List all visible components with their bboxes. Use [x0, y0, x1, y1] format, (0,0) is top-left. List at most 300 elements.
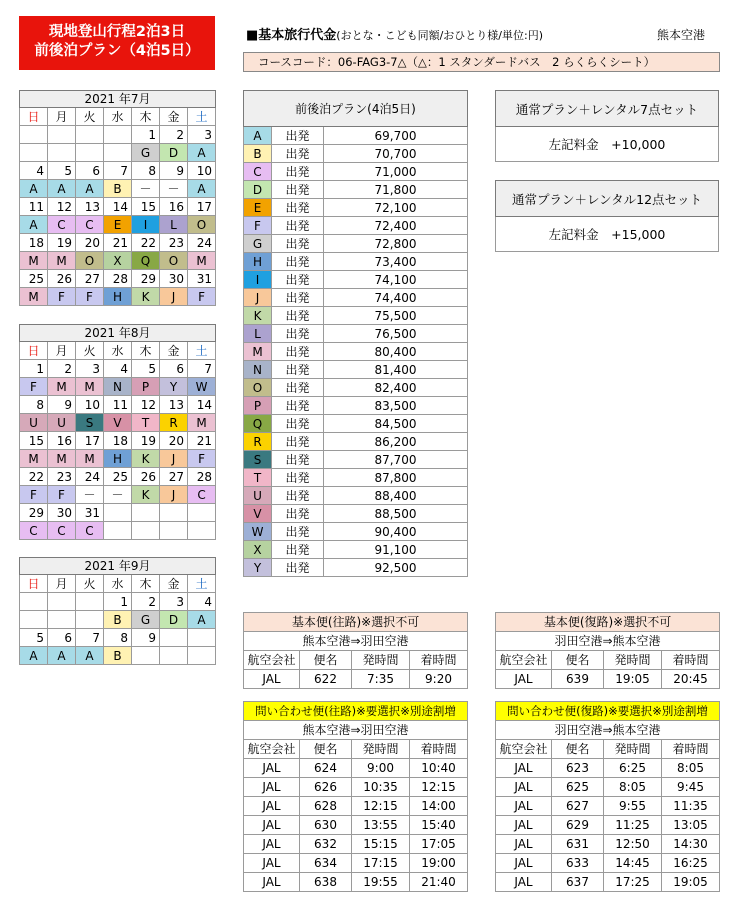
calendar-day-code: Y: [160, 378, 188, 396]
flight-column-header: 航空会社: [244, 740, 300, 759]
price-value: 74,100: [324, 271, 468, 289]
calendar-day-code: A: [188, 611, 216, 629]
price-code: B: [244, 145, 272, 163]
flight-column-header: 便名: [300, 651, 352, 670]
calendar-day-number: 26: [48, 270, 76, 288]
calendar-day-code: [132, 522, 160, 540]
price-row: [244, 199, 468, 217]
rental-box-title: 通常プラン＋レンタル12点セット: [496, 181, 719, 217]
flight-cell: 632: [300, 835, 352, 854]
calendar-day-number: 17: [188, 198, 216, 216]
plan-title-line2: 前後泊プラン（4泊5日）: [34, 43, 200, 59]
flight-cell: 630: [300, 816, 352, 835]
flight-cell: 12:15: [410, 778, 468, 797]
price-value: 91,100: [324, 541, 468, 559]
flight-column-header: 発時間: [604, 740, 662, 759]
flight-cell: JAL: [244, 816, 300, 835]
departure-label: 出発: [272, 559, 324, 577]
calendar-day-code: P: [132, 378, 160, 396]
course-code-bar: コースコード：06-FAG3-7△（△：1 スタンダードバス 2 らくらくシート）: [243, 52, 720, 72]
calendar-day-number: [160, 629, 188, 647]
price-value: 90,400: [324, 523, 468, 541]
calendar-day-number: 11: [20, 198, 48, 216]
flight-table-inquiry-return: [495, 701, 720, 892]
weekday-header: 日: [20, 108, 48, 126]
calendar-day-code: D: [160, 144, 188, 162]
flight-cell: 9:20: [410, 670, 468, 689]
departure-label: 出発: [272, 379, 324, 397]
calendar-september: [19, 557, 216, 665]
flight-route: 羽田空港⇒熊本空港: [496, 632, 720, 651]
price-row: [244, 217, 468, 235]
calendar-day-code: F: [188, 288, 216, 306]
flight-row: [244, 873, 468, 892]
departure-label: 出発: [272, 181, 324, 199]
calendar-day-number: 24: [76, 468, 104, 486]
price-row: [244, 343, 468, 361]
calendar-day-number: 29: [132, 270, 160, 288]
flight-cell: 6:25: [604, 759, 662, 778]
price-code: H: [244, 253, 272, 271]
flight-row: [496, 797, 720, 816]
weekday-header: 月: [48, 108, 76, 126]
calendar-day-number: 19: [48, 234, 76, 252]
flight-route: 熊本空港⇒羽田空港: [244, 721, 468, 740]
price-row: [244, 397, 468, 415]
calendar-day-code: A: [48, 180, 76, 198]
calendar-day-number: 5: [48, 162, 76, 180]
calendar-day-code: F: [188, 450, 216, 468]
calendar-day-number: 20: [76, 234, 104, 252]
flight-column-header: 着時間: [662, 651, 720, 670]
calendar-day-number: 10: [188, 162, 216, 180]
calendar-day-code: [76, 144, 104, 162]
weekday-header: 水: [104, 575, 132, 593]
flight-cell: JAL: [496, 759, 552, 778]
departure-label: 出発: [272, 199, 324, 217]
calendar-day-code: C: [20, 522, 48, 540]
flight-cell: JAL: [244, 759, 300, 778]
departure-label: 出発: [272, 325, 324, 343]
calendar-day-code: M: [188, 252, 216, 270]
flight-row: [244, 778, 468, 797]
flight-column-header: 便名: [552, 651, 604, 670]
price-code: J: [244, 289, 272, 307]
price-code: F: [244, 217, 272, 235]
flight-cell: JAL: [496, 670, 552, 689]
flight-cell: 9:55: [604, 797, 662, 816]
calendar-day-number: 18: [20, 234, 48, 252]
calendar-day-code: A: [188, 180, 216, 198]
rental-box-7: [495, 90, 719, 162]
calendar-day-number: 15: [20, 432, 48, 450]
price-row: [244, 307, 468, 325]
flight-cell: 627: [552, 797, 604, 816]
departure-label: 出発: [272, 541, 324, 559]
rental-box-value: 左記料金 +15,000: [496, 217, 719, 252]
calendar-day-number: 8: [132, 162, 160, 180]
calendar-day-number: 4: [20, 162, 48, 180]
price-code: N: [244, 361, 272, 379]
flight-cell: 14:00: [410, 797, 468, 816]
price-code: K: [244, 307, 272, 325]
calendar-day-code: A: [48, 647, 76, 665]
calendar-day-code: A: [76, 180, 104, 198]
calendar-day-code: B: [104, 647, 132, 665]
flight-row: [496, 759, 720, 778]
calendar-day-number: 27: [76, 270, 104, 288]
flight-column-header: 発時間: [352, 651, 410, 670]
weekday-header: 金: [160, 342, 188, 360]
calendar-day-code: E: [104, 216, 132, 234]
flight-cell: 9:45: [662, 778, 720, 797]
departure-label: 出発: [272, 433, 324, 451]
flight-row: [244, 835, 468, 854]
calendar-day-number: 7: [188, 360, 216, 378]
calendar-day-number: 15: [132, 198, 160, 216]
calendar-day-number: 13: [76, 198, 104, 216]
flight-table-title: 問い合わせ便(復路)※要選択※別途割増: [496, 702, 720, 721]
flight-table-basic-return: [495, 612, 720, 689]
departure-airport: 熊本空港: [657, 28, 706, 42]
flight-column-header: 着時間: [662, 740, 720, 759]
price-code: W: [244, 523, 272, 541]
price-table-caption: 前後泊プラン(4泊5日): [244, 91, 468, 127]
calendar-day-code: H: [104, 288, 132, 306]
price-value: 72,100: [324, 199, 468, 217]
calendar-day-code: －: [104, 486, 132, 504]
calendar-day-code: A: [76, 647, 104, 665]
calendar-day-number: 30: [160, 270, 188, 288]
calendar-day-number: 31: [188, 270, 216, 288]
flight-cell: 17:05: [410, 835, 468, 854]
price-row: [244, 181, 468, 199]
calendar-day-code: －: [132, 180, 160, 198]
departure-label: 出発: [272, 451, 324, 469]
calendar-day-number: [160, 504, 188, 522]
weekday-header: 土: [188, 342, 216, 360]
calendar-day-code: W: [188, 378, 216, 396]
calendar-day-number: 11: [104, 396, 132, 414]
calendar-day-code: D: [160, 611, 188, 629]
price-row: [244, 253, 468, 271]
calendar-day-code: O: [188, 216, 216, 234]
departure-label: 出発: [272, 343, 324, 361]
departure-label: 出発: [272, 361, 324, 379]
calendar-day-code: [188, 647, 216, 665]
calendar-day-code: J: [160, 486, 188, 504]
calendar-day-code: －: [160, 180, 188, 198]
departure-label: 出発: [272, 523, 324, 541]
flight-cell: 625: [552, 778, 604, 797]
price-row: [244, 271, 468, 289]
calendar-day-code: U: [20, 414, 48, 432]
calendar-day-number: 18: [104, 432, 132, 450]
flight-row: [496, 854, 720, 873]
price-value: 72,400: [324, 217, 468, 235]
price-code: L: [244, 325, 272, 343]
flight-cell: 19:00: [410, 854, 468, 873]
price-code: Y: [244, 559, 272, 577]
price-code: X: [244, 541, 272, 559]
calendar-day-code: N: [104, 378, 132, 396]
price-code: Q: [244, 415, 272, 433]
calendar-day-code: A: [188, 144, 216, 162]
flight-row: [244, 854, 468, 873]
departure-label: 出発: [272, 127, 324, 145]
calendar-day-number: 9: [48, 396, 76, 414]
calendar-grid: [19, 557, 216, 665]
flight-cell: JAL: [496, 816, 552, 835]
price-value: 87,700: [324, 451, 468, 469]
departure-label: 出発: [272, 289, 324, 307]
calendar-day-code: [104, 522, 132, 540]
price-heading: [246, 24, 543, 43]
price-code: I: [244, 271, 272, 289]
calendar-day-number: 22: [20, 468, 48, 486]
flight-cell: 633: [552, 854, 604, 873]
price-row: [244, 541, 468, 559]
calendar-day-number: 9: [132, 629, 160, 647]
price-row: [244, 433, 468, 451]
calendar-day-number: 7: [76, 629, 104, 647]
flight-cell: JAL: [496, 873, 552, 892]
flight-table-title: 問い合わせ便(往路)※要選択※別途割増: [244, 702, 468, 721]
calendar-day-code: F: [48, 486, 76, 504]
price-row: [244, 559, 468, 577]
calendar-day-code: M: [20, 450, 48, 468]
price-code: O: [244, 379, 272, 397]
calendar-day-number: 19: [132, 432, 160, 450]
price-value: 80,400: [324, 343, 468, 361]
flight-column-header: 便名: [552, 740, 604, 759]
price-row: [244, 163, 468, 181]
calendar-day-code: R: [160, 414, 188, 432]
weekday-header: 金: [160, 108, 188, 126]
calendar-day-code: I: [132, 216, 160, 234]
flight-column-header: 着時間: [410, 740, 468, 759]
price-row: [244, 415, 468, 433]
rental-box-value: 左記料金 +10,000: [496, 127, 719, 162]
flight-column-header: 航空会社: [496, 740, 552, 759]
calendar-day-number: 3: [160, 593, 188, 611]
calendar-day-number: 8: [104, 629, 132, 647]
calendar-day-code: F: [48, 288, 76, 306]
calendar-day-code: M: [188, 414, 216, 432]
calendar-day-number: 30: [48, 504, 76, 522]
flight-row: [244, 759, 468, 778]
calendar-day-code: [188, 522, 216, 540]
calendar-day-number: 2: [160, 126, 188, 144]
flight-cell: 15:40: [410, 816, 468, 835]
calendar-day-code: K: [132, 288, 160, 306]
calendar-day-number: [104, 126, 132, 144]
price-row: [244, 145, 468, 163]
calendar-day-number: 25: [104, 468, 132, 486]
calendar-day-number: 21: [188, 432, 216, 450]
calendar-day-number: 24: [188, 234, 216, 252]
flight-column-header: 発時間: [352, 740, 410, 759]
flight-cell: 19:05: [662, 873, 720, 892]
calendar-day-number: 13: [160, 396, 188, 414]
flight-cell: JAL: [244, 873, 300, 892]
price-value: 86,200: [324, 433, 468, 451]
calendar-day-number: 21: [104, 234, 132, 252]
calendar-day-number: 14: [188, 396, 216, 414]
calendar-day-code: M: [48, 252, 76, 270]
calendar-day-code: J: [160, 450, 188, 468]
calendar-day-code: B: [104, 611, 132, 629]
flight-row: [496, 816, 720, 835]
calendar-day-code: M: [48, 378, 76, 396]
weekday-header: 土: [188, 575, 216, 593]
calendar-day-code: C: [188, 486, 216, 504]
flight-cell: 623: [552, 759, 604, 778]
calendar-day-code: X: [104, 252, 132, 270]
calendar-day-number: 9: [160, 162, 188, 180]
price-code: A: [244, 127, 272, 145]
calendar-day-number: 1: [104, 593, 132, 611]
weekday-header: 月: [48, 342, 76, 360]
calendar-title: 2021 年8月: [20, 325, 216, 342]
price-code: T: [244, 469, 272, 487]
price-code: P: [244, 397, 272, 415]
flight-cell: 10:40: [410, 759, 468, 778]
departure-label: 出発: [272, 415, 324, 433]
flight-cell: 637: [552, 873, 604, 892]
calendar-day-code: H: [104, 450, 132, 468]
flight-cell: 21:40: [410, 873, 468, 892]
calendar-day-number: [48, 593, 76, 611]
weekday-header: 木: [132, 342, 160, 360]
calendar-day-number: 23: [48, 468, 76, 486]
price-value: 88,400: [324, 487, 468, 505]
calendar-day-code: M: [20, 288, 48, 306]
calendar-day-number: 8: [20, 396, 48, 414]
flight-cell: 13:05: [662, 816, 720, 835]
calendar-day-code: M: [76, 378, 104, 396]
calendar-day-code: L: [160, 216, 188, 234]
flight-row: [496, 778, 720, 797]
price-value: 84,500: [324, 415, 468, 433]
departure-label: 出発: [272, 397, 324, 415]
calendar-day-code: F: [76, 288, 104, 306]
flight-cell: 8:05: [662, 759, 720, 778]
flight-cell: JAL: [496, 835, 552, 854]
departure-label: 出発: [272, 217, 324, 235]
calendar-day-number: 23: [160, 234, 188, 252]
weekday-header: 日: [20, 342, 48, 360]
weekday-header: 日: [20, 575, 48, 593]
flight-column-header: 着時間: [410, 651, 468, 670]
flight-column-header: 発時間: [604, 651, 662, 670]
departure-label: 出発: [272, 487, 324, 505]
flight-route: 羽田空港⇒熊本空港: [496, 721, 720, 740]
calendar-day-number: 6: [48, 629, 76, 647]
calendar-day-code: C: [76, 522, 104, 540]
flight-column-header: 航空会社: [244, 651, 300, 670]
calendar-day-number: [48, 126, 76, 144]
calendar-day-number: 4: [104, 360, 132, 378]
calendar-day-code: A: [20, 180, 48, 198]
flight-cell: 16:25: [662, 854, 720, 873]
calendar-day-code: B: [104, 180, 132, 198]
flight-table-title: 基本便(復路)※選択不可: [496, 613, 720, 632]
calendar-day-number: 1: [20, 360, 48, 378]
calendar-day-code: K: [132, 486, 160, 504]
calendar-day-number: 5: [20, 629, 48, 647]
calendar-day-number: 26: [132, 468, 160, 486]
calendar-day-code: M: [48, 450, 76, 468]
flight-cell: 17:15: [352, 854, 410, 873]
calendar-day-number: 28: [104, 270, 132, 288]
price-row: [244, 469, 468, 487]
calendar-day-number: 20: [160, 432, 188, 450]
plan-title-line1: 現地登山行程2泊3日: [48, 24, 186, 40]
flight-cell: 9:00: [352, 759, 410, 778]
rental-box-12: [495, 180, 719, 252]
calendar-day-code: A: [20, 647, 48, 665]
calendar-day-code: O: [160, 252, 188, 270]
departure-label: 出発: [272, 163, 324, 181]
price-value: 92,500: [324, 559, 468, 577]
price-row: [244, 289, 468, 307]
price-value: 70,700: [324, 145, 468, 163]
price-row: [244, 451, 468, 469]
calendar-day-code: [160, 647, 188, 665]
weekday-header: 火: [76, 342, 104, 360]
price-code: S: [244, 451, 272, 469]
flight-cell: 634: [300, 854, 352, 873]
calendar-day-code: －: [76, 486, 104, 504]
price-value: 81,400: [324, 361, 468, 379]
price-value: 87,800: [324, 469, 468, 487]
weekday-header: 火: [76, 575, 104, 593]
price-value: 71,800: [324, 181, 468, 199]
price-code: G: [244, 235, 272, 253]
departure-label: 出発: [272, 469, 324, 487]
weekday-header: 木: [132, 575, 160, 593]
price-code: R: [244, 433, 272, 451]
flight-table-basic-outbound: [243, 612, 468, 689]
calendar-grid: [19, 324, 216, 540]
calendar-day-number: 6: [76, 162, 104, 180]
calendar-day-code: [20, 144, 48, 162]
flight-cell: JAL: [244, 670, 300, 689]
flight-cell: 629: [552, 816, 604, 835]
price-row: [244, 325, 468, 343]
flight-cell: 631: [552, 835, 604, 854]
departure-label: 出発: [272, 253, 324, 271]
price-heading-subtitle: (おとな・こども同額/おひとり様/単位:円): [336, 29, 543, 42]
calendar-day-code: Q: [132, 252, 160, 270]
flight-cell: 8:05: [604, 778, 662, 797]
flight-cell: 13:55: [352, 816, 410, 835]
calendar-day-code: [160, 522, 188, 540]
calendar-day-number: 17: [76, 432, 104, 450]
calendar-day-number: 2: [132, 593, 160, 611]
price-row: [244, 523, 468, 541]
price-value: 72,800: [324, 235, 468, 253]
calendar-day-number: 12: [132, 396, 160, 414]
flight-route: 熊本空港⇒羽田空港: [244, 632, 468, 651]
calendar-day-number: 6: [160, 360, 188, 378]
price-row: [244, 505, 468, 523]
flight-table-inquiry-outbound: [243, 701, 468, 892]
calendar-day-number: [76, 126, 104, 144]
price-code: C: [244, 163, 272, 181]
weekday-header: 月: [48, 575, 76, 593]
